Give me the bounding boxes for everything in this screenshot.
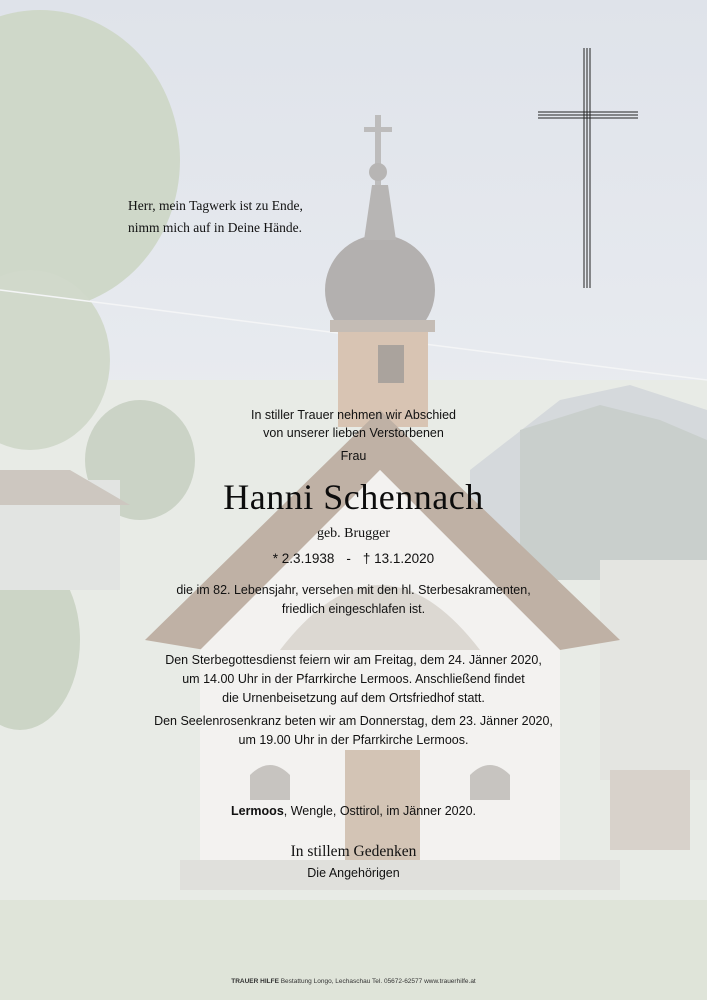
funeral-service-paragraph [0,651,707,708]
salutation: Frau [340,449,367,463]
life-dates [0,551,707,566]
paragraph-line: um 19.00 Uhr in der Pfarrkirche Lermoos. [238,733,469,747]
paragraph-line: um 14.00 Uhr in der Pfarrkirche Lermoos. Anschließend findet [182,672,525,686]
maiden-name: geb. Brugger [316,526,391,541]
cross-icon [536,46,640,290]
closing-phrase: In stillem Gedenken [290,843,417,860]
death-date: † 13.1.2020 [362,551,435,566]
footer-text: Bestattung Longo, Lechaschau Tel. 05672-62577 www.trauerhilfe.at [280,978,476,985]
intro-line: von unserer lieben Verstorbenen [263,426,444,440]
paragraph-line: Den Sterbegottesdienst feiern wir am Freitag, dem 24. Jänner 2020, [165,653,542,667]
rosary-paragraph [0,712,707,750]
deceased-name: Hanni Schennach [223,477,484,517]
place-name: Lermoos [230,804,284,818]
intro-line: In stiller Trauer nehmen wir Abschied [251,408,456,422]
verse-line: Herr, mein Tagwerk ist zu Ende, [128,198,303,213]
memorial-verse [128,195,358,239]
paragraph-line: Den Seelenrosenkranz beten wir am Donnerstag, dem 23. Jänner 2020, [154,714,553,728]
place-rest: , Wengle, Osttirol, im Jänner 2020. [283,804,476,818]
place-date-line [0,804,707,818]
verse-line: nimm mich auf in Deine Hände. [128,220,302,235]
paragraph-line: die Urnenbeisetzung auf dem Ortsfriedhof statt. [222,691,485,705]
intro-text [0,406,707,442]
birth-date: * 2.3.1938 [272,551,335,566]
paragraph-line: friedlich eingeschlafen ist. [281,602,426,616]
passing-paragraph [0,581,707,619]
date-separator: - [346,551,351,566]
footer-brand: TRAUER HILFE [231,978,279,985]
paragraph-line: die im 82. Lebensjahr, versehen mit den hl. Sterbesakramenten, [176,583,531,597]
signers: Die Angehörigen [307,866,400,880]
footer-credit [0,978,707,985]
